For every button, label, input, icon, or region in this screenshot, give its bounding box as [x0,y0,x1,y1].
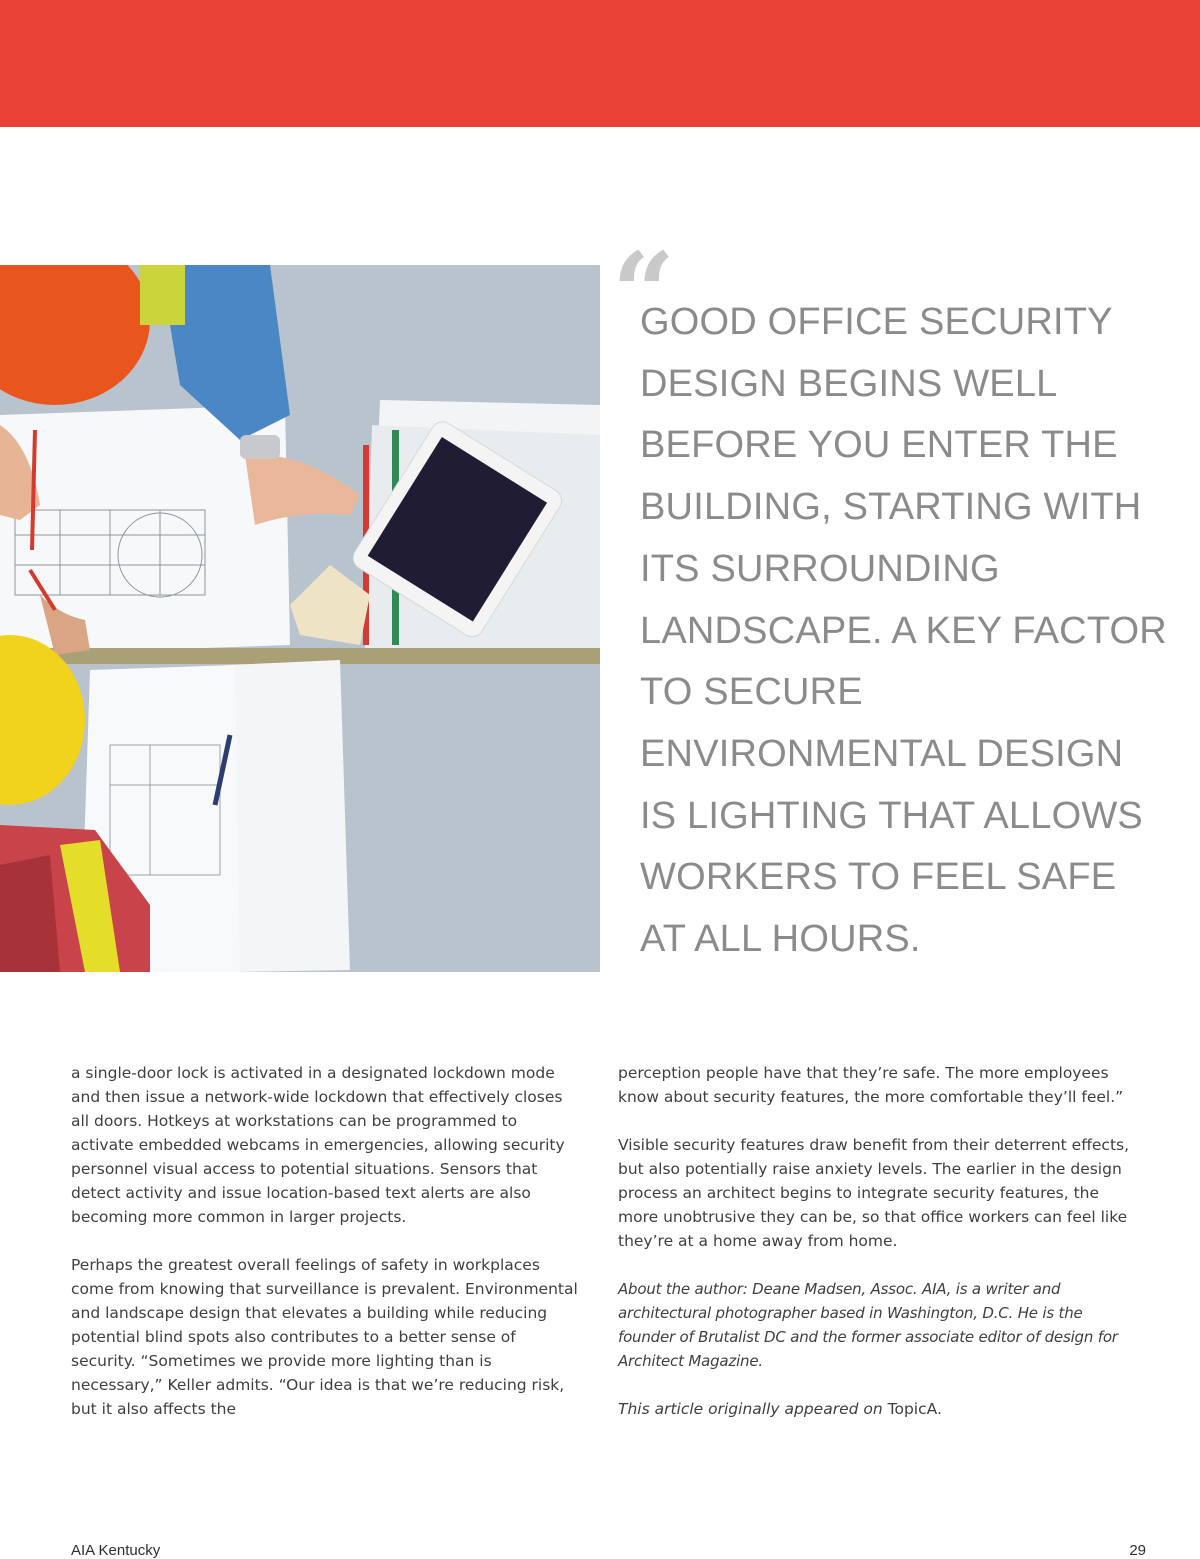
author-bio: About the author: Deane Madsen, Assoc. AIA, is a writer and architectural photographer based in Washington, D.C. He is the founder of Brutalist DC and the former associate editor of design for Architect Magazine. [618,1280,1118,1370]
body-paragraph: perception people have that they’re safe. The more employees know about security features, the more comfortable they’ll feel.” [618,1064,1124,1106]
source-note [618,1397,1138,1421]
source-link[interactable]: TopicA. [887,1400,942,1418]
body-column-right [618,1061,1138,1445]
body-paragraph: Perhaps the greatest overall feelings of safety in workplaces come from knowing that surveillance is prevalent. Environmental and landscape design that elevates a building while reducing potential blind spots also contributes to a better sense of security. “Sometimes we provide more lighting than is necessary,” Keller admits. “Our idea is that we’re reducing risk, but it also affects the [71,1256,578,1418]
body-column-left [71,1061,581,1445]
quote-mark: “ [612,228,676,357]
page-number: 29 [1129,1542,1146,1559]
construction-plans-photo [0,265,600,972]
pull-quote: GOOD OFFICE SECURITY DESIGN BEGINS WELL BEFORE YOU ENTER THE BUILDING, STARTING WITH ITS SURROUNDING LANDSCAPE. A KEY FACTOR TO SECURE ENVIRONMENTAL DESIGN IS LIGHTING THAT ALLOWS WORKERS TO FEEL SAFE AT ALL HOURS. [640,301,1167,961]
body-paragraph: a single-door lock is activated in a designated lockdown mode and then issue a network-wide lockdown that effectively closes all doors. Hotkeys at workstations can be programmed to activate embedded webcams in emergencies, allowing security personnel visual access to potential situations. Sensors that detect activity and issue location-based text alerts are also becoming more common in larger projects. [71,1064,565,1226]
body-paragraph: Visible security features draw benefit from their deterrent effects, but also potentially raise anxiety levels. The earlier in the design process an architect begins to integrate security features, the more unobtrusive they can be, so that office workers can feel like they’re at a home away from home. [618,1136,1130,1250]
source-prefix: This article originally appeared on [618,1400,883,1418]
top-accent-band [0,0,1200,127]
publication-name: AIA Kentucky [71,1542,161,1559]
